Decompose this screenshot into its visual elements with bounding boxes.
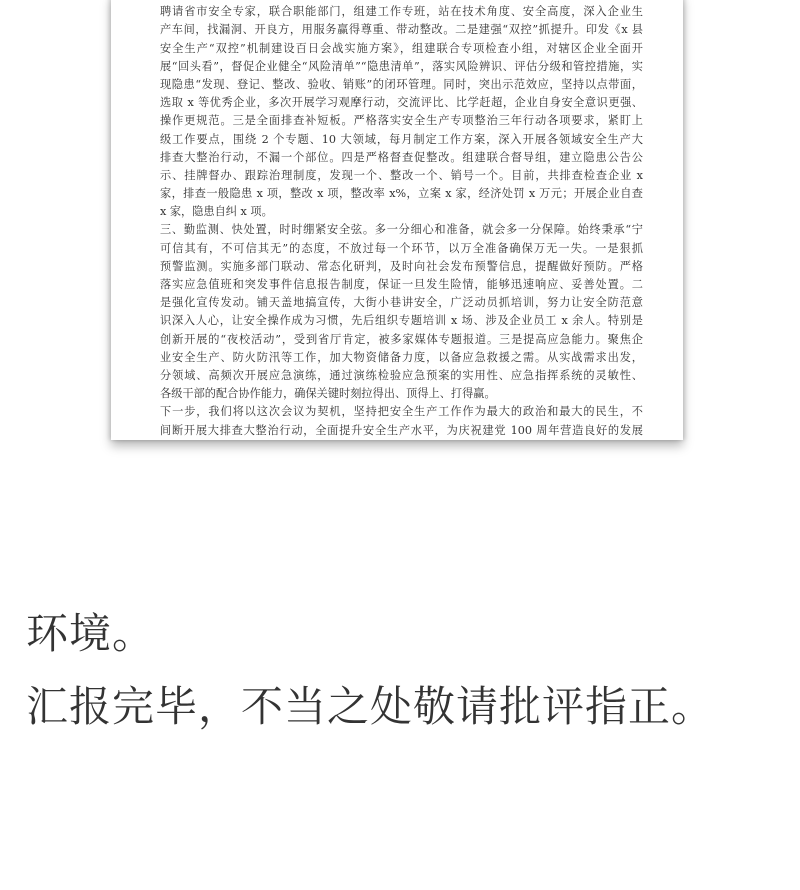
document-line: 排查大整治行动，不漏一个部位。四是严格督查促整改。组建联合督导组，建立隐患公告公 bbox=[160, 150, 643, 164]
document-line: 落实应急值班和突发事件信息报告制度，保证一旦发生险情，能够迅速响应、妥善处置。二 bbox=[160, 278, 643, 291]
document-line: 间断开展大排查大整治行动，全面提升安全生产水平，为庆祝建党 100 周年营造良好的发展 bbox=[160, 423, 643, 437]
document-line: 现隐患“发现、登记、整改、验收、销账”的闭环管理。同时，突出示范效应，坚持以点带面， bbox=[160, 77, 643, 91]
document-line: 识深入人心，让安全操作成为习惯，先后组织专题培训 x 场、涉及企业员工 x 余人。特别是 bbox=[160, 314, 643, 328]
document-line: 是强化宣传发动。铺天盖地搞宣传，大街小巷讲安全，广泛动员抓培训，努力让安全防范意 bbox=[160, 296, 643, 310]
document-line: 预警监测。实施多部门联动、常态化研判，及时向社会发布预警信息，提醒做好预防。严格 bbox=[160, 259, 643, 273]
document-line: 下一步，我们将以这次会议为契机，坚持把安全生产工作作为最大的政治和最大的民生，不 bbox=[160, 405, 643, 419]
document-line: 家，排查一般隐患 x 项，整改 x 项，整改率 x%，立案 x 家，经济处罚 x 万元；开展企业自查 bbox=[160, 187, 643, 201]
document-page-preview bbox=[111, 0, 683, 440]
document-line: 产车间，找漏洞、开良方，用服务赢得尊重、带动整改。二是建强“双控”抓提升。印发《x 县 bbox=[160, 23, 643, 37]
zoomed-text-line-2: 汇报完毕，不当之处敬请批评指正。 bbox=[26, 682, 715, 731]
document-line: 三、勤监测、快处置，时时绷紧安全弦。多一分细心和准备，就会多一分保障。始终秉承“宁 bbox=[160, 223, 643, 237]
document-line: 聘请省市安全专家，联合职能部门，组建工作专班，站在技术角度、安全高度，深入企业生 bbox=[160, 5, 643, 19]
document-line: 选取 x 等优秀企业，多次开展学习观摩行动，交流评比、比学赶超，企业自身安全意识更强、 bbox=[160, 96, 643, 110]
document-line: 示、挂牌督办、跟踪治理制度，发现一个、整改一个、销号一个。目前，共排查检查企业 x bbox=[160, 168, 643, 182]
document-line: 展“回头看”，督促企业健全“风险清单”“隐患清单”，落实风险辨识、评估分级和管控措施，实 bbox=[160, 59, 643, 73]
document-line: 分领域、高频次开展应急演练，通过演练检验应急预案的实用性、应急指挥系统的灵敏性、 bbox=[160, 368, 643, 382]
document-line: 各级干部的配合协作能力，确保关键时刻拉得出、顶得上、打得赢。 bbox=[160, 387, 496, 401]
document-line: 可信其有，不可信其无”的态度，不放过每一个环节，以万全准备确保万无一失。一是狠抓 bbox=[160, 241, 643, 255]
document-body-text bbox=[160, 0, 643, 440]
zoomed-text-line-1: 环境。 bbox=[26, 609, 156, 658]
document-line: 创新开展的“夜校活动”，受到省厅肯定，被多家媒体专题报道。三是提高应急能力。聚焦企 bbox=[160, 332, 643, 346]
document-line: 操作更规范。三是全面排查补短板。严格落实安全生产专项整治三年行动各项要求，紧盯上 bbox=[160, 114, 643, 128]
document-line: 安全生产“双控”机制建设百日会战实施方案》，组建联合专项检查小组，对辖区企业全面开 bbox=[160, 41, 643, 55]
document-line: 级工作要点，围绕 2 个专题、10 大领域，每月制定工作方案，深入开展各领域安全生产大 bbox=[160, 132, 643, 146]
document-line: x 家，隐患自纠 x 项。 bbox=[160, 205, 273, 219]
document-line: 业安全生产、防火防汛等工作，加大物资储备力度，以备应急救援之需。从实战需求出发， bbox=[160, 350, 643, 364]
